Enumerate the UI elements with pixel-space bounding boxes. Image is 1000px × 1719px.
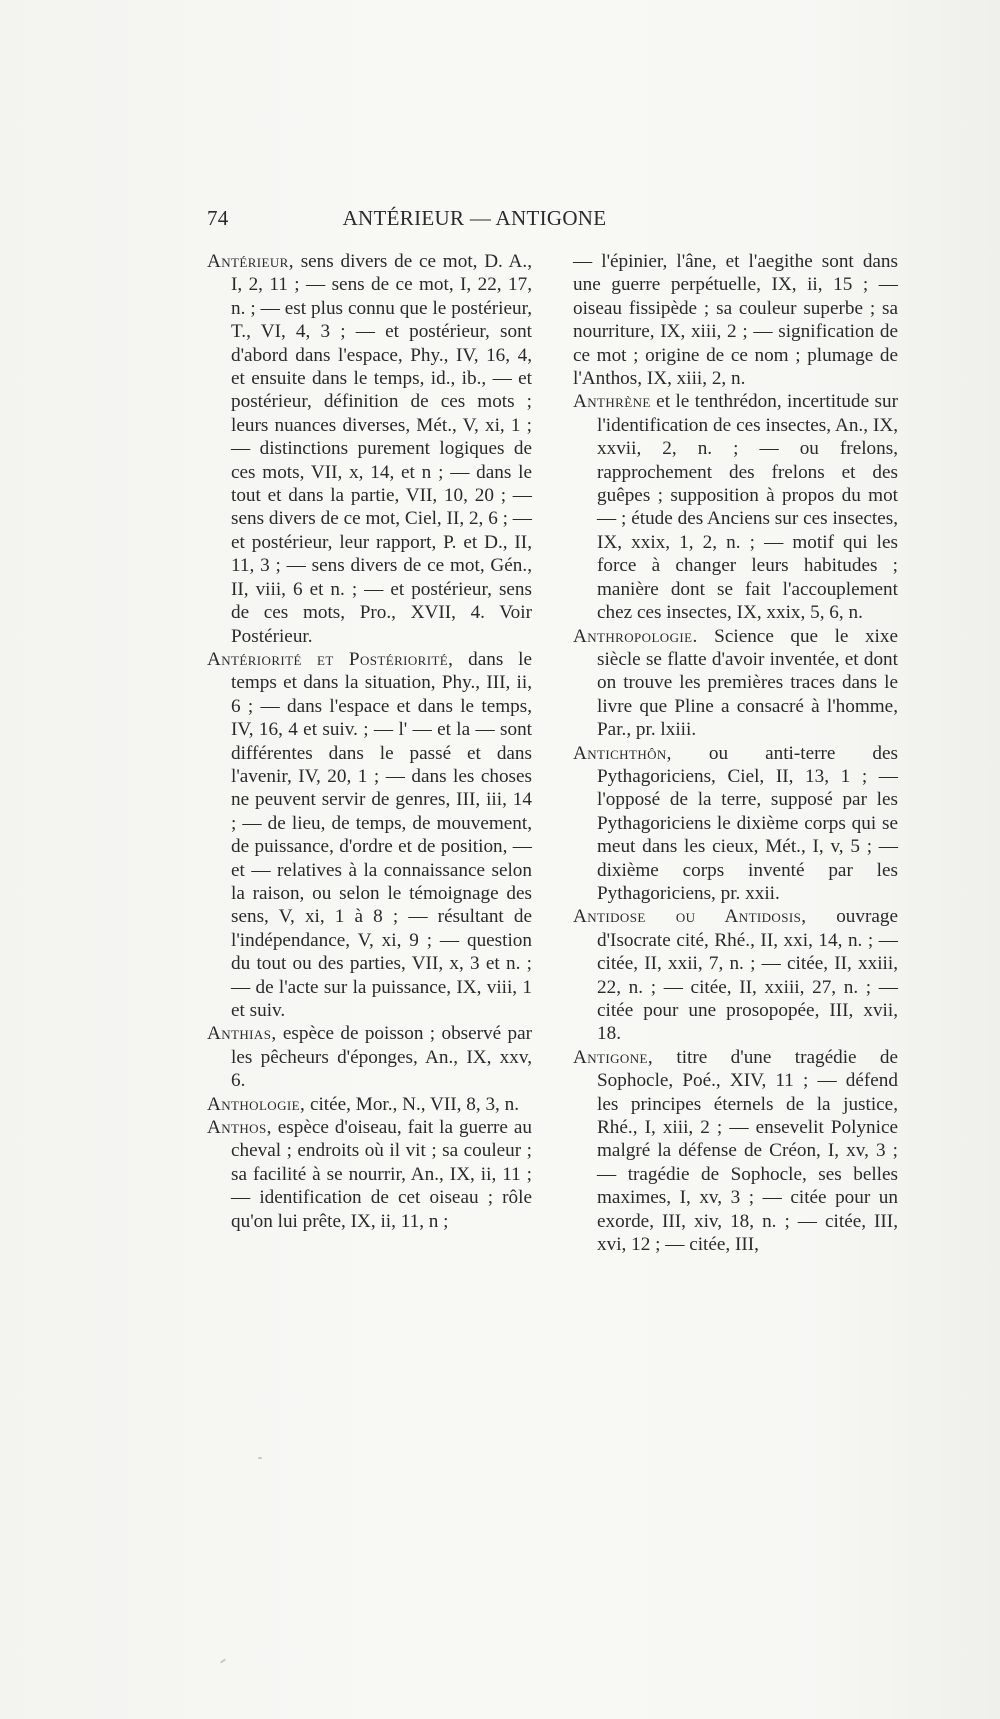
index-entry-anthrene	[573, 390, 898, 624]
entry-headword: Antichthôn,	[573, 742, 672, 764]
index-entry-anthologie	[207, 1093, 532, 1116]
entry-headword: Anthologie,	[207, 1093, 306, 1115]
page-header	[207, 206, 702, 234]
entry-text: espèce de poisson ; observé par les pêcheurs d'éponges, An., IX, xxv, 6.	[231, 1023, 532, 1092]
index-entry-anthias	[207, 1022, 532, 1092]
entry-headword: Antériorité et Postériorité,	[207, 648, 454, 670]
entry-text: dans le temps et dans la situation, Phy., III, ii, 6 ; — dans l'espace et dans le temps, IV, 16, 4 et suiv. ; — l' — et la — sont différentes dans le passé et dans l'avenir, IV, 20, 1 ; — dans les choses ne peuvent servir de genres, III, iii, 14 ; — de lieu, de temps, de mouvement, de puissance, d'ordre et de position, — et — relatives à la connaissance selon la raison, ou selon le témoignage des sens, V, xi, 1 à 8 ; — résultant de l'indépendance, V, xi, 9 ; — question du tout ou des parties, VII, x, 3 et n. ; — de l'acte sur la puissance, IX, viii, 1 et suiv.	[231, 648, 532, 1021]
entry-text: et le tenthrédon, incertitude sur l'identification de ces insectes, An., IX, xxvii, 2, n. ; — ou frelons, rapprochement des frelons et des guêpes ; supposition à propos du mot — ; étude des Anciens sur ces insectes, IX, xxix, 1, 2, n. ; — motif qui les force à changer leurs habitudes ; manière dont se fait l'accouplement chez ces insectes, IX, xxix, 5, 6, n.	[597, 391, 898, 624]
entry-headword: Anthias,	[207, 1023, 277, 1045]
index-entry-anthos	[207, 1116, 532, 1233]
left-column	[207, 250, 532, 1233]
index-entry-antichthon	[573, 742, 898, 906]
index-entry-anterieur	[207, 250, 532, 648]
entry-headword: Anthrène	[573, 391, 651, 413]
entry-text: espèce d'oiseau, fait la guerre au cheval ; endroits où il vit ; sa couleur ; sa facilité à se nourrir, An., IX, ii, 11 ; — identification de cet oiseau ; rôle qu'on lui prête, IX, ii, 11, n ;	[231, 1117, 532, 1232]
entry-text: sens divers de ce mot, D. A., I, 2, 11 ; — sens de ce mot, I, 22, 17, n. ; — est plus connu que le postérieur, T., VI, 4, 3 ; — et postérieur, sont d'abord dans l'espace, Phy., IV, 16, 4, et ensuite dans le temps, id., ib., — et postérieur, définition de ces mots ; leurs nuances diverses, Mét., V, xi, 1 ; — distinctions purement logiques de ces mots, VII, x, 14, et n ; — dans le tout et dans la partie, VII, 10, 20 ; — sens divers de ce mot, Ciel, II, 2, 6 ; — et postérieur, leur rapport, P. et D., II, 11, 3 ; — sens divers de ce mot, Gén., II, viii, 6 et n. ; — et postérieur, sens de ces mots, Pro., XVII, 4. Voir Postérieur.	[231, 251, 532, 647]
entry-headword: Anthos,	[207, 1117, 272, 1139]
entry-headword: Antigone,	[573, 1046, 654, 1068]
entry-text: citée, Mor., N., VII, 8, 3, n.	[309, 1093, 520, 1115]
paper-speck	[258, 1457, 262, 1459]
paper-speck	[220, 1658, 226, 1663]
entry-headword: Antérieur,	[207, 251, 294, 272]
entry-continuation: — l'épinier, l'âne, et l'aegithe sont dans une guerre perpétuelle, IX, ii, 15 ; — oiseau fissipède ; sa couleur superbe ; sa nourriture, IX, xiii, 2 ; — signification de ce mot ; origine de ce nom ; plumage de l'Anthos, IX, xiii, 2, n.	[573, 251, 898, 390]
index-entry-anteriorite	[207, 648, 532, 1023]
running-title: ANTÉRIEUR — ANTIGONE	[342, 206, 607, 230]
entry-text: ou anti-terre des Pythagoriciens, Ciel, II, 13, 1 ; — l'opposé de la terre, supposé par les Pythagoriciens le dixième corps qui se meut dans les cieux, Mét., I, v, 5 ; — dixième corps inventé par les Pythagoriciens, pr. xxii.	[597, 742, 898, 904]
entry-text: ouvrage d'Isocrate cité, Rhé., II, xxi, 14, n. ; — citée, II, xxii, 7, n. ; — citée, II, xxiii, 22, n. ; — citée, II, xxiii, 27, n. ; — citée pour une prosopopée, III, xvii, 18.	[597, 906, 899, 1045]
index-entry-antigone	[573, 1046, 898, 1257]
entry-text: Science que le xixe siècle se flatte d'avoir inventée, et dont on trouve les premières traces dans le livre que Pline a consacré à l'homme, Par., pr. lxiii.	[597, 625, 899, 741]
entry-headword: Antidose ou Antidosis,	[573, 906, 807, 928]
index-entry-antidose	[573, 905, 898, 1045]
entry-text: titre d'une tragédie de Sophocle, Poé., XIV, 11 ; — défend les principes éternels de la justice, Rhé., I, xiii, 2 ; — ensevelit Polynice malgré la défense de Créon, I, xv, 3 ; — tragédie de Sophocle, ses belles maximes, I, xv, 3 ; — citée pour un exorde, III, xiv, 18, n. ; — citée, III, xvi, 12 ; — citée, III,	[597, 1046, 898, 1256]
right-column	[573, 250, 898, 1256]
entry-headword: Anthropologie.	[573, 625, 698, 647]
index-entry-anthropologie	[573, 625, 898, 742]
page-number: 74	[207, 206, 229, 230]
